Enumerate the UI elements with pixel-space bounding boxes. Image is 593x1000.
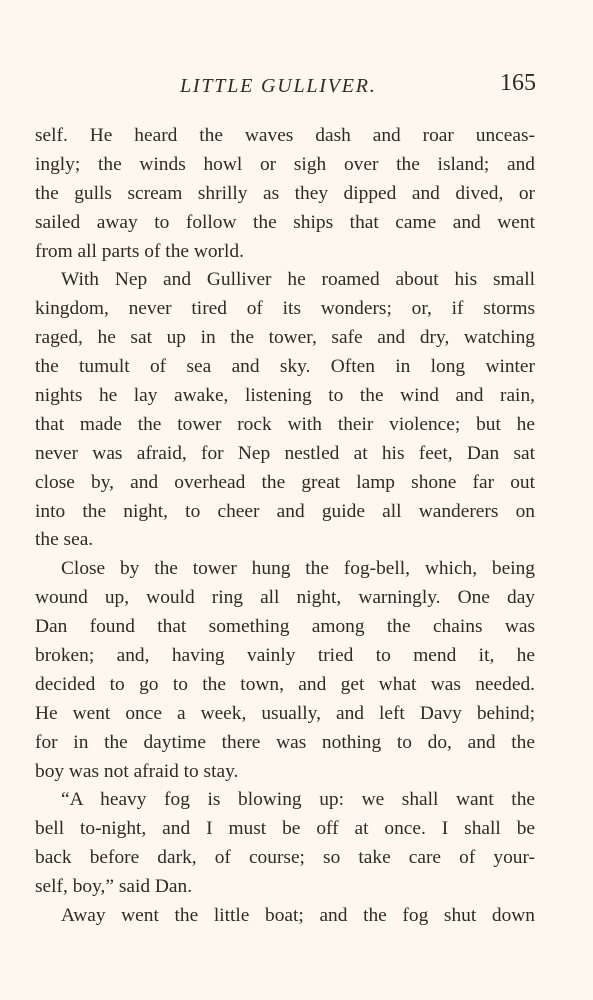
text-line: Away went the little boat; and the fog shut down	[61, 905, 535, 927]
text-line: kingdom, never tired of its wonders; or, if storms	[35, 298, 535, 320]
text-line: self, boy,” said Dan.	[35, 876, 193, 898]
text-line: for in the daytime there was nothing to do, and the	[35, 731, 535, 753]
page-number: 165	[500, 70, 536, 96]
text-line: He went once a week, usually, and left Davy behind;	[35, 702, 535, 724]
text-line: sailed away to follow the ships that came and went	[35, 211, 535, 233]
text-line: from all parts of the world.	[35, 240, 244, 262]
text-line: back before dark, of course; so take care of your-	[35, 847, 535, 869]
text-line: the gulls scream shrilly as they dipped and dived, or	[35, 182, 535, 204]
text-line: self. He heard the waves dash and roar unceas-	[35, 125, 535, 146]
text-line: raged, he sat up in the tower, safe and dry, watching	[35, 327, 535, 349]
text-line: Dan found that something among the chains was	[35, 616, 535, 638]
text-line: boy was not afraid to stay.	[35, 760, 239, 782]
text-line: the tumult of sea and sky. Often in long winter	[35, 356, 535, 378]
text-line: With Nep and Gulliver he roamed about his small	[61, 269, 535, 291]
text-line: Close by the tower hung the fog-bell, which, being	[61, 558, 535, 580]
text-line: the sea.	[35, 529, 94, 551]
text-line: decided to go to the town, and get what was needed.	[35, 673, 535, 695]
text-line: that made the tower rock with their violence; but he	[35, 413, 535, 435]
running-title: LITTLE GULLIVER.	[180, 75, 377, 97]
text-line: never was afraid, for Nep nestled at his feet, Dan sat	[35, 442, 535, 464]
running-header	[0, 70, 593, 102]
text-line: “A heavy fog is blowing up: we shall want the	[61, 789, 535, 811]
text-line: ingly; the winds howl or sigh over the island; and	[35, 153, 535, 175]
body-text	[35, 122, 535, 931]
text-line: broken; and, having vainly tried to mend it, he	[35, 645, 535, 667]
text-line: nights he lay awake, listening to the wind and rain,	[35, 385, 535, 407]
text-line: close by, and overhead the great lamp shone far out	[35, 471, 535, 493]
text-line: bell to-night, and I must be off at once. I shall be	[35, 818, 535, 840]
text-line: into the night, to cheer and guide all wanderers on	[35, 500, 535, 522]
text-line: wound up, would ring all night, warningly. One day	[35, 587, 535, 609]
